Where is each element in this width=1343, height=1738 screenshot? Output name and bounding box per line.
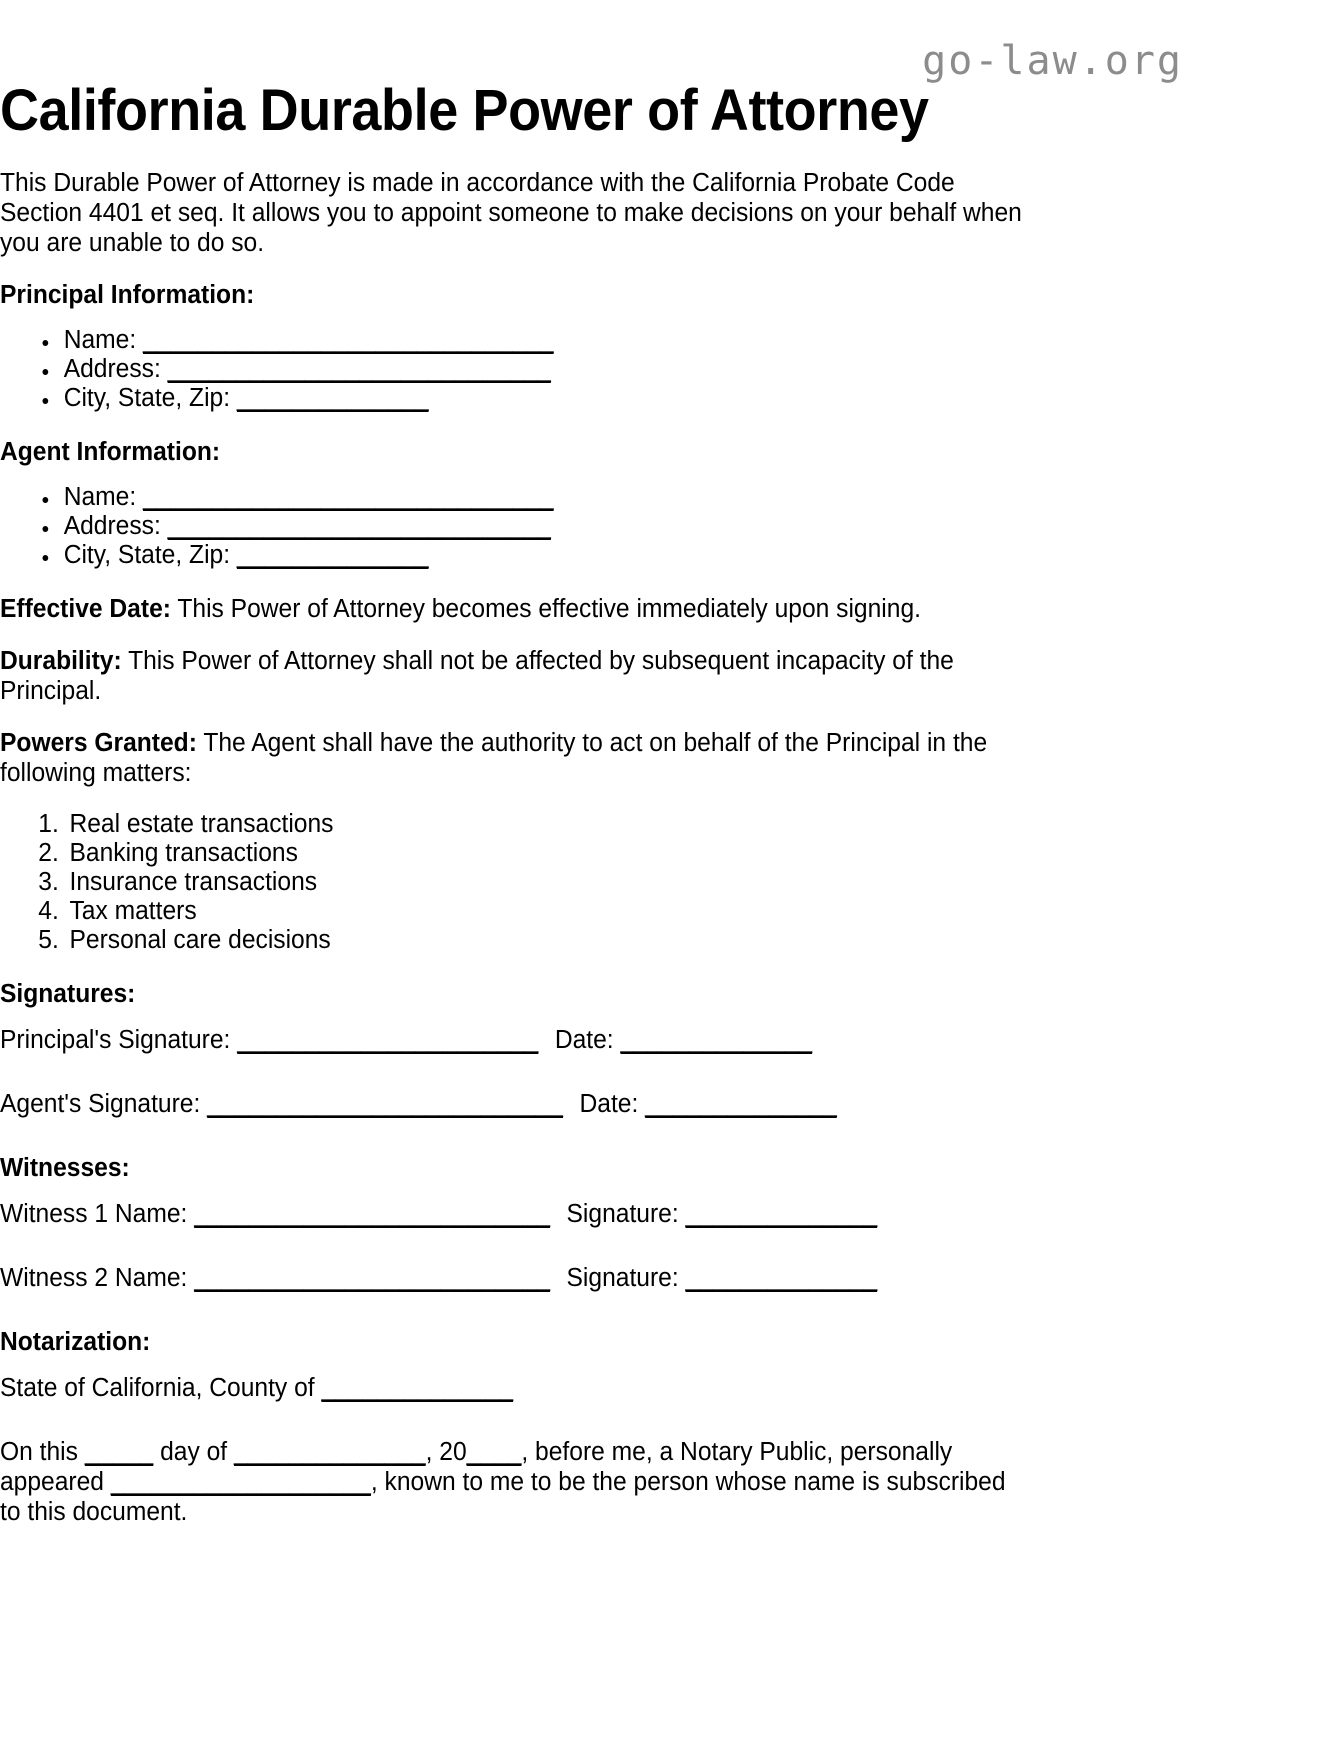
agent-date-label: Date: bbox=[579, 1090, 639, 1118]
list-item: 5. Personal care decisions bbox=[66, 926, 1033, 955]
notary-statement-part1: On this bbox=[0, 1438, 78, 1466]
notary-statement bbox=[0, 1437, 1033, 1527]
notary-county-blank[interactable]: ______________ bbox=[321, 1374, 514, 1402]
agent-signature-blank[interactable]: __________________________ bbox=[207, 1090, 564, 1118]
principal-address-label: Address: bbox=[63, 355, 161, 383]
intro-paragraph: This Durable Power of Attorney is made in accordance with the California Probate Code Section 4401 et seq. It allows you to appoint someone to make decisions on your behalf when you are unable to do so. bbox=[0, 169, 1022, 257]
agent-address-blank[interactable]: ____________________________ bbox=[167, 512, 551, 540]
principal-city-state-zip-label: City, State, Zip: bbox=[63, 384, 231, 412]
notary-year-blank[interactable]: ____ bbox=[466, 1438, 522, 1466]
principal-signature-row bbox=[0, 1025, 1033, 1055]
witness-1-signature-blank[interactable]: ______________ bbox=[685, 1200, 878, 1228]
notary-county-label: State of California, County of bbox=[0, 1374, 315, 1402]
notary-appeared-name-blank[interactable]: ___________________ bbox=[110, 1468, 371, 1496]
list-item: 4. Tax matters bbox=[66, 897, 1033, 926]
list-item: 1. Real estate transactions bbox=[66, 810, 1033, 839]
principal-information-heading: Principal Information: bbox=[0, 281, 255, 309]
principal-date-blank[interactable]: ______________ bbox=[620, 1026, 813, 1054]
list-item bbox=[60, 512, 1033, 541]
powers-granted-text: The Agent shall have the authority to act on behalf of the Principal in the following matters: bbox=[0, 729, 988, 787]
agent-name-label: Name: bbox=[63, 483, 137, 511]
list-item bbox=[60, 384, 1033, 413]
effective-date-paragraph bbox=[0, 594, 1033, 624]
agent-city-state-zip-blank[interactable]: ______________ bbox=[236, 541, 429, 569]
agent-address-label: Address: bbox=[63, 512, 161, 540]
durability-label: Durability: bbox=[0, 647, 122, 675]
watermark-go-law-org: go-law.org bbox=[922, 38, 1183, 84]
principal-information-list bbox=[0, 326, 1033, 413]
witness-2-signature-blank[interactable]: ______________ bbox=[685, 1264, 878, 1292]
agent-signature-label: Agent's Signature: bbox=[0, 1090, 201, 1118]
principal-name-blank[interactable]: ______________________________ bbox=[143, 326, 554, 354]
notary-statement-part4: , before me, a Notary Public, personally appeared bbox=[0, 1438, 953, 1496]
principal-date-label: Date: bbox=[554, 1026, 614, 1054]
witness-2-signature-label: Signature: bbox=[566, 1264, 679, 1292]
list-item bbox=[60, 541, 1033, 570]
list-item bbox=[60, 355, 1033, 384]
agent-city-state-zip-label: City, State, Zip: bbox=[63, 541, 231, 569]
list-item: 3. Insurance transactions bbox=[66, 868, 1033, 897]
list-item: 2. Banking transactions bbox=[66, 839, 1033, 868]
witness-1-name-blank[interactable]: __________________________ bbox=[194, 1200, 551, 1228]
witness-1-row bbox=[0, 1199, 1033, 1229]
principal-signature-label: Principal's Signature: bbox=[0, 1026, 231, 1054]
notary-day-blank[interactable]: _____ bbox=[84, 1438, 154, 1466]
principal-signature-blank[interactable]: ______________________ bbox=[237, 1026, 539, 1054]
notary-statement-part3: , 20 bbox=[425, 1438, 467, 1466]
effective-date-text: This Power of Attorney becomes effective immediately upon signing. bbox=[177, 595, 921, 623]
document-body bbox=[0, 168, 1033, 1549]
powers-granted-list bbox=[0, 810, 1033, 955]
agent-signature-row bbox=[0, 1089, 1033, 1119]
notary-county-row bbox=[0, 1373, 1033, 1403]
list-item bbox=[60, 483, 1033, 512]
powers-granted-label: Powers Granted: bbox=[0, 729, 197, 757]
agent-name-blank[interactable]: ______________________________ bbox=[143, 483, 554, 511]
witness-2-row bbox=[0, 1263, 1033, 1293]
agent-information-list bbox=[0, 483, 1033, 570]
notary-statement-part2: day of bbox=[160, 1438, 228, 1466]
witness-1-signature-label: Signature: bbox=[566, 1200, 679, 1228]
principal-city-state-zip-blank[interactable]: ______________ bbox=[236, 384, 429, 412]
agent-date-blank[interactable]: ______________ bbox=[645, 1090, 837, 1118]
durability-paragraph bbox=[0, 646, 1033, 706]
durability-text: This Power of Attorney shall not be affected by subsequent incapacity of the Principal. bbox=[0, 647, 954, 705]
page-title: California Durable Power of Attorney bbox=[0, 78, 929, 143]
notary-statement-part5: , known to me to be the person whose name is subscribed to this document. bbox=[0, 1468, 1006, 1526]
notarization-heading: Notarization: bbox=[0, 1328, 151, 1356]
witnesses-heading: Witnesses: bbox=[0, 1154, 130, 1182]
list-item bbox=[60, 326, 1033, 355]
powers-granted-paragraph bbox=[0, 728, 1033, 788]
principal-address-blank[interactable]: ____________________________ bbox=[167, 355, 551, 383]
witness-1-name-label: Witness 1 Name: bbox=[0, 1200, 188, 1228]
agent-information-heading: Agent Information: bbox=[0, 438, 221, 466]
witness-2-name-blank[interactable]: __________________________ bbox=[194, 1264, 551, 1292]
principal-name-label: Name: bbox=[63, 326, 137, 354]
signatures-heading: Signatures: bbox=[0, 980, 136, 1008]
notary-month-blank[interactable]: ______________ bbox=[233, 1438, 426, 1466]
effective-date-label: Effective Date: bbox=[0, 595, 171, 623]
witness-2-name-label: Witness 2 Name: bbox=[0, 1264, 188, 1292]
